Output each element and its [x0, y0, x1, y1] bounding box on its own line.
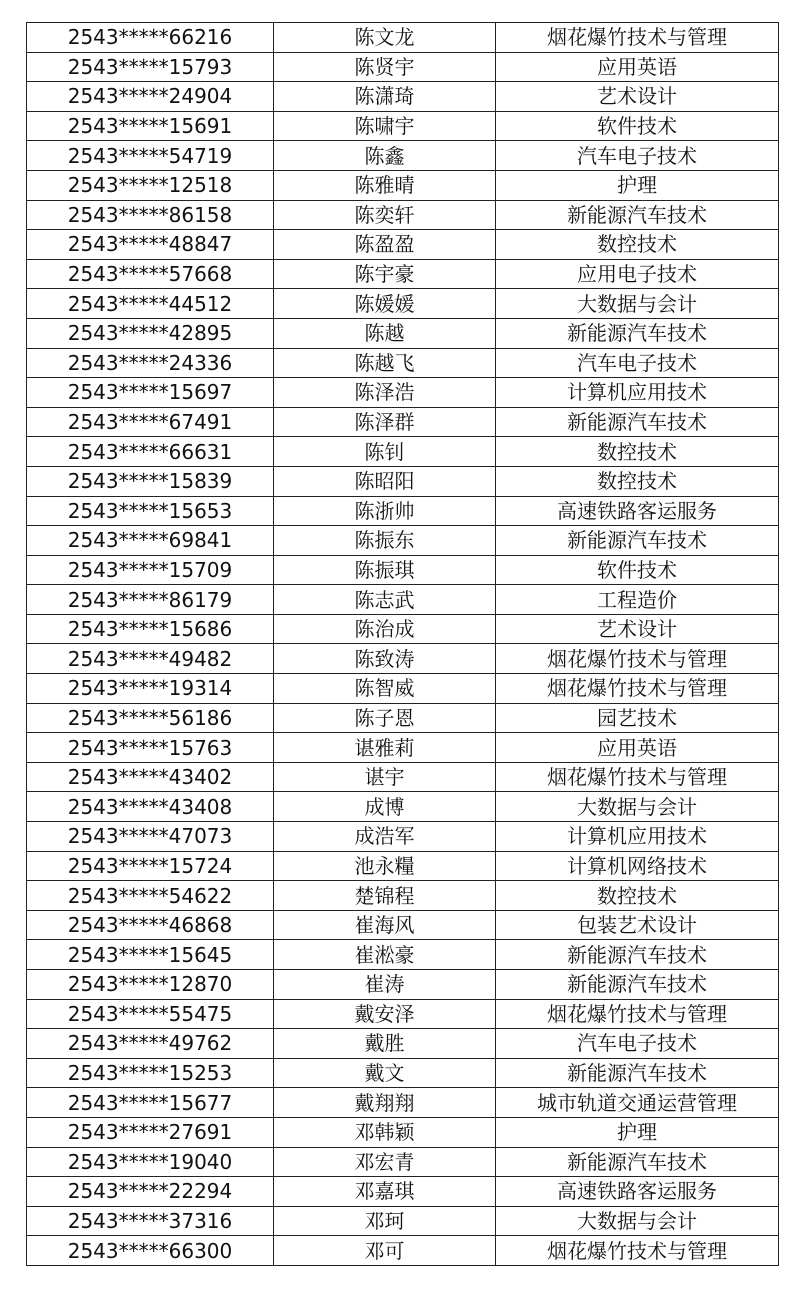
- student-name-cell: 陈盈盈: [274, 230, 496, 260]
- major-cell: 高速铁路客运服务: [496, 496, 779, 526]
- student-name-cell: 陈越飞: [274, 348, 496, 378]
- student-id-cell: 2543*****15709: [27, 555, 274, 585]
- student-id-cell: 2543*****15839: [27, 466, 274, 496]
- student-name-cell: 戴翔翔: [274, 1088, 496, 1118]
- student-name-cell: 陈宇豪: [274, 259, 496, 289]
- table-row: [27, 762, 779, 792]
- student-name-cell: 陈振东: [274, 526, 496, 556]
- table-row: [27, 940, 779, 970]
- student-name-cell: 崔涛: [274, 970, 496, 1000]
- table-row: [27, 881, 779, 911]
- roster-body: [27, 23, 779, 1266]
- major-cell: 新能源汽车技术: [496, 200, 779, 230]
- table-row: [27, 378, 779, 408]
- table-row: [27, 1206, 779, 1236]
- table-row: [27, 496, 779, 526]
- student-name-cell: 陈泽浩: [274, 378, 496, 408]
- major-cell: 新能源汽车技术: [496, 1147, 779, 1177]
- student-id-cell: 2543*****42895: [27, 318, 274, 348]
- student-name-cell: 谌宇: [274, 762, 496, 792]
- student-id-cell: 2543*****55475: [27, 999, 274, 1029]
- table-row: [27, 792, 779, 822]
- major-cell: 软件技术: [496, 555, 779, 585]
- student-id-cell: 2543*****43402: [27, 762, 274, 792]
- student-name-cell: 成浩军: [274, 822, 496, 852]
- student-id-cell: 2543*****56186: [27, 703, 274, 733]
- student-name-cell: 戴胜: [274, 1029, 496, 1059]
- student-name-cell: 陈智威: [274, 674, 496, 704]
- table-row: [27, 1088, 779, 1118]
- student-name-cell: 邓可: [274, 1236, 496, 1266]
- major-cell: 数控技术: [496, 466, 779, 496]
- table-row: [27, 1177, 779, 1207]
- student-name-cell: 陈泽群: [274, 407, 496, 437]
- student-name-cell: 陈子恩: [274, 703, 496, 733]
- major-cell: 大数据与会计: [496, 289, 779, 319]
- student-id-cell: 2543*****54719: [27, 141, 274, 171]
- student-id-cell: 2543*****15724: [27, 851, 274, 881]
- major-cell: 烟花爆竹技术与管理: [496, 762, 779, 792]
- student-name-cell: 陈越: [274, 318, 496, 348]
- student-id-cell: 2543*****15677: [27, 1088, 274, 1118]
- student-id-cell: 2543*****27691: [27, 1117, 274, 1147]
- student-id-cell: 2543*****47073: [27, 822, 274, 852]
- major-cell: 应用电子技术: [496, 259, 779, 289]
- student-id-cell: 2543*****15653: [27, 496, 274, 526]
- student-id-cell: 2543*****12870: [27, 970, 274, 1000]
- student-name-cell: 陈啸宇: [274, 111, 496, 141]
- table-row: [27, 999, 779, 1029]
- major-cell: 工程造价: [496, 585, 779, 615]
- student-id-cell: 2543*****66300: [27, 1236, 274, 1266]
- student-id-cell: 2543*****24336: [27, 348, 274, 378]
- major-cell: 计算机应用技术: [496, 822, 779, 852]
- student-id-cell: 2543*****15793: [27, 52, 274, 82]
- student-name-cell: 邓宏青: [274, 1147, 496, 1177]
- student-id-cell: 2543*****12518: [27, 170, 274, 200]
- table-row: [27, 1236, 779, 1266]
- student-name-cell: 邓珂: [274, 1206, 496, 1236]
- major-cell: 烟花爆竹技术与管理: [496, 674, 779, 704]
- major-cell: 新能源汽车技术: [496, 1058, 779, 1088]
- student-name-cell: 谌雅莉: [274, 733, 496, 763]
- student-id-cell: 2543*****43408: [27, 792, 274, 822]
- table-row: [27, 141, 779, 171]
- major-cell: 数控技术: [496, 437, 779, 467]
- major-cell: 城市轨道交通运营管理: [496, 1088, 779, 1118]
- student-name-cell: 陈昭阳: [274, 466, 496, 496]
- major-cell: 汽车电子技术: [496, 1029, 779, 1059]
- student-name-cell: 成博: [274, 792, 496, 822]
- major-cell: 汽车电子技术: [496, 348, 779, 378]
- major-cell: 计算机应用技术: [496, 378, 779, 408]
- table-row: [27, 674, 779, 704]
- table-row: [27, 111, 779, 141]
- student-id-cell: 2543*****57668: [27, 259, 274, 289]
- table-row: [27, 555, 779, 585]
- table-row: [27, 200, 779, 230]
- table-row: [27, 466, 779, 496]
- major-cell: 大数据与会计: [496, 792, 779, 822]
- table-row: [27, 259, 779, 289]
- student-id-cell: 2543*****15763: [27, 733, 274, 763]
- table-row: [27, 526, 779, 556]
- major-cell: 数控技术: [496, 881, 779, 911]
- student-roster-table: [26, 22, 779, 1266]
- student-id-cell: 2543*****69841: [27, 526, 274, 556]
- major-cell: 烟花爆竹技术与管理: [496, 644, 779, 674]
- table-row: [27, 614, 779, 644]
- student-id-cell: 2543*****19040: [27, 1147, 274, 1177]
- major-cell: 数控技术: [496, 230, 779, 260]
- student-name-cell: 池永糧: [274, 851, 496, 881]
- major-cell: 艺术设计: [496, 82, 779, 112]
- major-cell: 新能源汽车技术: [496, 970, 779, 1000]
- student-id-cell: 2543*****48847: [27, 230, 274, 260]
- table-row: [27, 82, 779, 112]
- student-name-cell: 陈志武: [274, 585, 496, 615]
- student-id-cell: 2543*****54622: [27, 881, 274, 911]
- student-id-cell: 2543*****44512: [27, 289, 274, 319]
- major-cell: 软件技术: [496, 111, 779, 141]
- major-cell: 烟花爆竹技术与管理: [496, 999, 779, 1029]
- table-row: [27, 407, 779, 437]
- student-id-cell: 2543*****66216: [27, 23, 274, 53]
- major-cell: 应用英语: [496, 733, 779, 763]
- major-cell: 应用英语: [496, 52, 779, 82]
- student-name-cell: 崔海风: [274, 910, 496, 940]
- student-name-cell: 陈鑫: [274, 141, 496, 171]
- student-id-cell: 2543*****15253: [27, 1058, 274, 1088]
- major-cell: 烟花爆竹技术与管理: [496, 23, 779, 53]
- major-cell: 高速铁路客运服务: [496, 1177, 779, 1207]
- major-cell: 汽车电子技术: [496, 141, 779, 171]
- table-row: [27, 644, 779, 674]
- student-name-cell: 陈媛媛: [274, 289, 496, 319]
- table-row: [27, 1147, 779, 1177]
- table-row: [27, 318, 779, 348]
- table-row: [27, 970, 779, 1000]
- student-id-cell: 2543*****24904: [27, 82, 274, 112]
- student-id-cell: 2543*****66631: [27, 437, 274, 467]
- student-id-cell: 2543*****15697: [27, 378, 274, 408]
- major-cell: 新能源汽车技术: [496, 940, 779, 970]
- student-id-cell: 2543*****19314: [27, 674, 274, 704]
- major-cell: 新能源汽车技术: [496, 526, 779, 556]
- student-id-cell: 2543*****67491: [27, 407, 274, 437]
- student-name-cell: 崔淞豪: [274, 940, 496, 970]
- student-id-cell: 2543*****49482: [27, 644, 274, 674]
- major-cell: 大数据与会计: [496, 1206, 779, 1236]
- table-row: [27, 703, 779, 733]
- table-row: [27, 348, 779, 378]
- table-row: [27, 230, 779, 260]
- major-cell: 计算机网络技术: [496, 851, 779, 881]
- student-id-cell: 2543*****86179: [27, 585, 274, 615]
- table-row: [27, 289, 779, 319]
- table-row: [27, 170, 779, 200]
- student-id-cell: 2543*****22294: [27, 1177, 274, 1207]
- student-name-cell: 陈奕轩: [274, 200, 496, 230]
- table-row: [27, 851, 779, 881]
- student-name-cell: 陈贤宇: [274, 52, 496, 82]
- table-row: [27, 1058, 779, 1088]
- student-name-cell: 邓韩颖: [274, 1117, 496, 1147]
- student-name-cell: 戴文: [274, 1058, 496, 1088]
- table-row: [27, 910, 779, 940]
- student-name-cell: 陈文龙: [274, 23, 496, 53]
- table-row: [27, 23, 779, 53]
- table-row: [27, 822, 779, 852]
- major-cell: 艺术设计: [496, 614, 779, 644]
- major-cell: 新能源汽车技术: [496, 318, 779, 348]
- student-id-cell: 2543*****15691: [27, 111, 274, 141]
- major-cell: 护理: [496, 170, 779, 200]
- student-name-cell: 陈钊: [274, 437, 496, 467]
- student-name-cell: 陈浙帅: [274, 496, 496, 526]
- table-row: [27, 52, 779, 82]
- table-row: [27, 437, 779, 467]
- student-name-cell: 邓嘉琪: [274, 1177, 496, 1207]
- student-id-cell: 2543*****15686: [27, 614, 274, 644]
- student-name-cell: 陈振琪: [274, 555, 496, 585]
- student-name-cell: 陈致涛: [274, 644, 496, 674]
- major-cell: 护理: [496, 1117, 779, 1147]
- student-name-cell: 楚锦程: [274, 881, 496, 911]
- table-row: [27, 585, 779, 615]
- student-id-cell: 2543*****37316: [27, 1206, 274, 1236]
- major-cell: 园艺技术: [496, 703, 779, 733]
- student-name-cell: 陈潇琦: [274, 82, 496, 112]
- major-cell: 新能源汽车技术: [496, 407, 779, 437]
- student-id-cell: 2543*****15645: [27, 940, 274, 970]
- student-name-cell: 陈治成: [274, 614, 496, 644]
- student-id-cell: 2543*****49762: [27, 1029, 274, 1059]
- table-row: [27, 1029, 779, 1059]
- student-name-cell: 戴安泽: [274, 999, 496, 1029]
- major-cell: 包装艺术设计: [496, 910, 779, 940]
- table-row: [27, 1117, 779, 1147]
- student-id-cell: 2543*****46868: [27, 910, 274, 940]
- student-id-cell: 2543*****86158: [27, 200, 274, 230]
- student-name-cell: 陈雅晴: [274, 170, 496, 200]
- table-row: [27, 733, 779, 763]
- major-cell: 烟花爆竹技术与管理: [496, 1236, 779, 1266]
